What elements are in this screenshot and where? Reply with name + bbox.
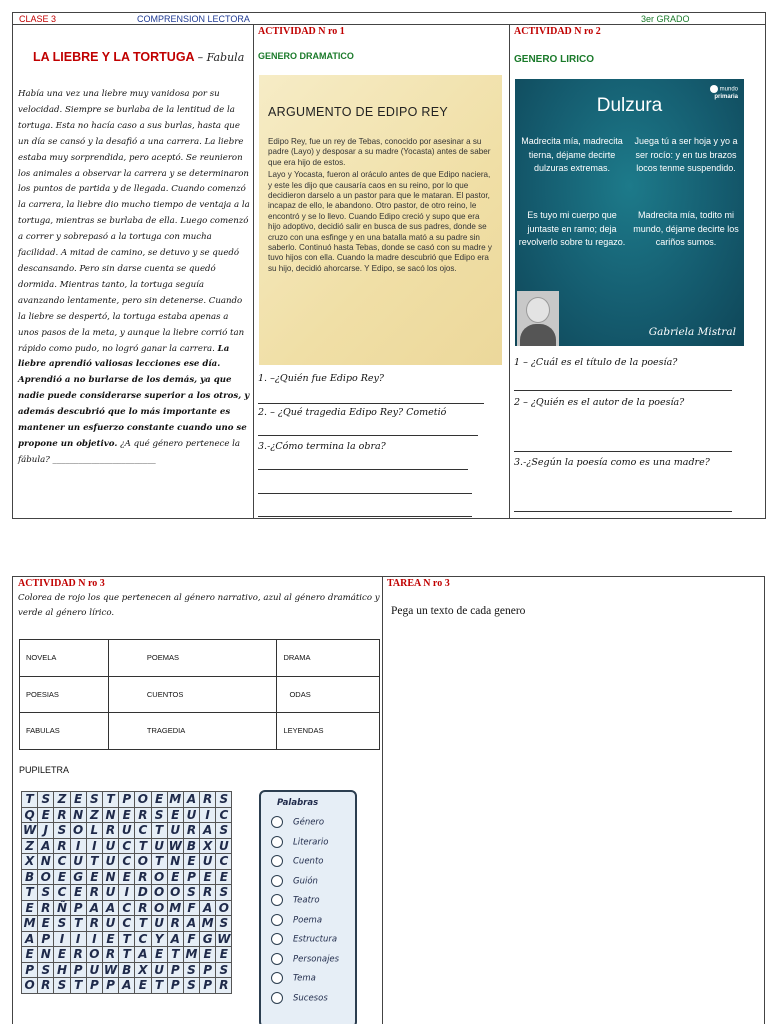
wordsearch-cell[interactable]: G: [200, 931, 216, 947]
wordsearch-cell[interactable]: Z: [54, 792, 70, 808]
bottom-worksheet-table: [12, 576, 765, 1024]
wordsearch-cell[interactable]: S: [151, 807, 167, 823]
genre-cell[interactable]: POEMAS: [108, 640, 277, 677]
wordsearch-cell[interactable]: E: [151, 792, 167, 808]
wordsearch-cell[interactable]: C: [119, 916, 135, 932]
wordsearch-cell[interactable]: P: [86, 978, 102, 994]
checkbox-circle-icon[interactable]: [271, 933, 283, 945]
actividad-1-column: [254, 25, 510, 519]
class-label: CLASE 3: [19, 14, 57, 24]
wordsearch-cell[interactable]: N: [70, 807, 86, 823]
checkbox-circle-icon[interactable]: [271, 972, 283, 984]
edipo-rey-card: [259, 75, 502, 365]
wordsearch-cell[interactable]: A: [22, 931, 38, 947]
word-list-title: Palabras: [277, 798, 319, 808]
answer-line[interactable]: [258, 435, 478, 436]
wordsearch-cell[interactable]: T: [151, 978, 167, 994]
wordsearch-cell[interactable]: O: [151, 900, 167, 916]
wordsearch-cell[interactable]: O: [135, 792, 151, 808]
wordsearch-cell[interactable]: T: [119, 947, 135, 963]
wordsearch-cell[interactable]: O: [151, 885, 167, 901]
wordsearch-cell[interactable]: O: [135, 854, 151, 870]
checkbox-circle-icon[interactable]: [271, 816, 283, 828]
wordsearch-cell[interactable]: R: [102, 823, 118, 839]
wordsearch-cell[interactable]: M: [22, 916, 38, 932]
poem-question-2: 2 – ¿Quién es el autor de la poesía?: [514, 397, 685, 408]
wordsearch-grid: [21, 791, 232, 994]
stanza-3: Es tuyo mi cuerpo que juntaste en ramo; deja revolverlo sobre tu regazo.: [518, 210, 626, 247]
word-label: Personajes: [293, 954, 340, 964]
wordsearch-cell[interactable]: S: [54, 823, 70, 839]
wordsearch-cell[interactable]: Z: [22, 838, 38, 854]
checkbox-circle-icon[interactable]: [271, 953, 283, 965]
answer-line[interactable]: [514, 451, 732, 452]
answer-line[interactable]: [258, 469, 468, 470]
subject-title: COMPRENSION LECTORA: [137, 14, 250, 24]
question-1: 1. –¿Quién fue Edipo Rey?: [258, 373, 385, 384]
wordsearch-cell[interactable]: U: [151, 962, 167, 978]
genre-cell[interactable]: DRAMA: [277, 640, 380, 677]
wordsearch-cell[interactable]: O: [86, 947, 102, 963]
checkbox-circle-icon[interactable]: [271, 875, 283, 887]
wordsearch-row: [22, 792, 232, 808]
wordsearch-cell[interactable]: E: [22, 900, 38, 916]
wordsearch-cell[interactable]: R: [183, 823, 199, 839]
wordsearch-cell[interactable]: E: [119, 869, 135, 885]
checkbox-circle-icon[interactable]: [271, 992, 283, 1004]
logo-icon: [710, 85, 718, 93]
wordsearch-row: [22, 838, 232, 854]
wordsearch-cell[interactable]: Q: [22, 807, 38, 823]
wordsearch-cell[interactable]: C: [216, 854, 232, 870]
wordsearch-cell[interactable]: S: [183, 978, 199, 994]
wordsearch-cell[interactable]: U: [216, 838, 232, 854]
wordsearch-cell[interactable]: O: [22, 978, 38, 994]
wordsearch-cell[interactable]: R: [86, 916, 102, 932]
wordsearch-row: [22, 962, 232, 978]
wordsearch-cell[interactable]: I: [86, 838, 102, 854]
wordsearch-cell[interactable]: E: [200, 869, 216, 885]
wordsearch-row: [22, 900, 232, 916]
wordsearch-cell[interactable]: O: [38, 869, 54, 885]
wordsearch-row: [22, 916, 232, 932]
word-list-item: [271, 953, 339, 967]
wordsearch-cell[interactable]: S: [216, 962, 232, 978]
answer-line[interactable]: [258, 493, 472, 494]
poem-title: Dulzura: [596, 95, 663, 116]
wordsearch-cell[interactable]: A: [102, 900, 118, 916]
wordsearch-cell[interactable]: U: [102, 916, 118, 932]
wordsearch-cell[interactable]: Z: [86, 807, 102, 823]
wordsearch-cell[interactable]: I: [70, 931, 86, 947]
wordsearch-cell[interactable]: N: [167, 854, 183, 870]
wordsearch-cell[interactable]: P: [38, 931, 54, 947]
wordsearch-cell[interactable]: P: [200, 978, 216, 994]
wordsearch-cell[interactable]: N: [102, 807, 118, 823]
wordsearch-cell[interactable]: X: [135, 962, 151, 978]
wordsearch-cell[interactable]: W: [103, 962, 118, 977]
tarea-title: TAREA N ro 3: [387, 578, 450, 589]
wordsearch-cell[interactable]: O: [216, 900, 232, 916]
wordsearch-cell[interactable]: E: [151, 947, 167, 963]
edipo-text: Edipo Rey, fue un rey de Tebas, conocido por asesinar a su padre (Layo) y desposar a su madre (Yocasta) antes de saber que era hijo de estos. Layo y Yocasta, fueron al oráculo antes de que Edipo naciera, y este les dijo que causaría caos en su reino, por lo que decidieron darselo a un pastor para que le mataran. El pastor, incapaz de ello, le abandono. Otro pastor, de otro reino, le encontró y se lo llevo. Cuando Edipo creció y supo que era hijo adoptivo, decidió salir en busca de sus padres, donde se cruzo con una esfinge y en una batalla mató a su padre sin saberlo. Continuó hasta Tebas, donde se casó con su madre y tuvo hijos con ella. Cuando la madre descubrió que Edipo era su hijo, decidió ahorcarse. Y Edipo, se sacó los ojos.: [268, 137, 492, 273]
wordsearch-cell[interactable]: P: [167, 962, 183, 978]
wordsearch-cell[interactable]: S: [183, 962, 199, 978]
wordsearch-cell[interactable]: E: [119, 807, 135, 823]
wordsearch-row: [22, 823, 232, 839]
wordsearch-cell[interactable]: E: [167, 807, 183, 823]
wordsearch-cell[interactable]: D: [135, 885, 151, 901]
wordsearch-cell[interactable]: E: [38, 807, 54, 823]
genero-dramatico-label: GENERO DRAMATICO: [258, 51, 354, 61]
wordsearch-cell[interactable]: C: [54, 885, 70, 901]
wordsearch-cell[interactable]: W: [217, 931, 231, 946]
top-worksheet-table: [12, 12, 766, 519]
wordsearch-cell[interactable]: E: [216, 869, 232, 885]
fable-title: LA LIEBRE Y LA TORTUGA – Fabula: [33, 50, 245, 64]
genre-cell[interactable]: CUENTOS: [108, 676, 277, 713]
wordsearch-cell[interactable]: E: [70, 885, 86, 901]
answer-line[interactable]: [514, 390, 732, 391]
actividad-3-column: [13, 577, 383, 1024]
wordsearch-cell[interactable]: R: [54, 807, 70, 823]
wordsearch-cell[interactable]: E: [200, 947, 216, 963]
wordsearch-cell[interactable]: T: [135, 838, 151, 854]
wordsearch-cell[interactable]: P: [119, 792, 135, 808]
genre-cell[interactable]: LEYENDAS: [277, 713, 380, 750]
wordsearch-cell[interactable]: I: [54, 931, 70, 947]
wordsearch-cell[interactable]: I: [119, 885, 135, 901]
word-label: Tema: [293, 973, 316, 984]
wordsearch-cell[interactable]: T: [151, 823, 167, 839]
wordsearch-cell[interactable]: U: [86, 962, 102, 978]
wordsearch-cell[interactable]: S: [86, 792, 102, 808]
wordsearch-cell[interactable]: N: [38, 854, 54, 870]
wordsearch-cell[interactable]: T: [135, 916, 151, 932]
wordsearch-cell[interactable]: R: [54, 838, 70, 854]
pupiletra-title: PUPILETRA: [19, 765, 70, 775]
wordsearch-cell[interactable]: E: [54, 869, 70, 885]
mundo-primaria-logo: mundo primaria: [708, 85, 738, 107]
wordsearch-cell[interactable]: E: [167, 869, 183, 885]
wordsearch-cell[interactable]: I: [200, 807, 216, 823]
wordsearch-cell[interactable]: C: [135, 823, 151, 839]
wordsearch-row: [22, 854, 232, 870]
wordsearch-cell[interactable]: X: [22, 854, 38, 870]
wordsearch-cell[interactable]: E: [86, 869, 102, 885]
author-portrait: [517, 291, 559, 346]
edipo-heading: ARGUMENTO DE EDIPO REY: [268, 105, 449, 119]
wordsearch-cell[interactable]: T: [102, 792, 118, 808]
checkbox-circle-icon[interactable]: [271, 894, 283, 906]
answer-line[interactable]: [514, 511, 732, 512]
word-list-item: [271, 992, 328, 1006]
wordsearch-cell[interactable]: R: [135, 900, 151, 916]
word-list-item: [271, 933, 337, 947]
wordsearch-cell[interactable]: P: [200, 962, 216, 978]
wordsearch-cell[interactable]: U: [200, 854, 216, 870]
checkbox-circle-icon[interactable]: [271, 836, 283, 848]
wordsearch-cell[interactable]: A: [86, 900, 102, 916]
wordsearch-cell[interactable]: R: [200, 885, 216, 901]
wordsearch-cell[interactable]: U: [102, 885, 118, 901]
wordsearch-cell[interactable]: U: [183, 807, 199, 823]
wordsearch-cell[interactable]: S: [183, 885, 199, 901]
wordsearch-cell[interactable]: M: [200, 916, 216, 932]
wordsearch-cell[interactable]: E: [216, 947, 232, 963]
wordsearch-cell[interactable]: S: [54, 916, 70, 932]
dulzura-poem-poster: [515, 79, 744, 346]
wordsearch-row: [22, 807, 232, 823]
wordsearch-cell[interactable]: R: [38, 978, 54, 994]
wordsearch-cell[interactable]: R: [135, 869, 151, 885]
wordsearch-cell[interactable]: X: [200, 838, 216, 854]
fable-question[interactable]: ¿A qué género pertenece la fábula? ________________________: [18, 438, 241, 465]
wordsearch-cell[interactable]: O: [167, 885, 183, 901]
wordsearch-cell[interactable]: P: [102, 978, 118, 994]
wordsearch-cell[interactable]: E: [22, 947, 38, 963]
wordsearch-cell[interactable]: E: [70, 792, 86, 808]
word-label: Estructura: [293, 934, 338, 945]
wordsearch-cell[interactable]: F: [183, 931, 199, 947]
wordsearch-cell[interactable]: G: [70, 869, 86, 885]
wordsearch-cell[interactable]: T: [167, 947, 183, 963]
wordsearch-cell[interactable]: S: [216, 823, 232, 839]
wordsearch-cell[interactable]: E: [183, 854, 199, 870]
wordsearch-cell[interactable]: C: [119, 838, 135, 854]
word-list-item: [271, 914, 322, 928]
wordsearch-cell[interactable]: R: [167, 916, 183, 932]
wordsearch-cell[interactable]: U: [70, 854, 86, 870]
wordsearch-cell[interactable]: E: [54, 947, 70, 963]
genre-grid: [19, 639, 380, 750]
wordsearch-cell[interactable]: S: [38, 792, 54, 808]
wordsearch-cell[interactable]: H: [54, 962, 70, 978]
worksheet-header: [13, 13, 765, 25]
checkbox-circle-icon[interactable]: [271, 914, 283, 926]
word-label: Género: [293, 817, 325, 828]
wordsearch-cell[interactable]: M: [167, 900, 183, 916]
tarea-instructions: Pega un texto de cada genero: [391, 605, 526, 617]
wordsearch-cell[interactable]: T: [22, 885, 38, 901]
wordsearch-row: [22, 931, 232, 947]
wordsearch-cell[interactable]: U: [102, 854, 118, 870]
word-list-item: [271, 836, 328, 850]
fable-column: [13, 25, 254, 519]
genre-cell[interactable]: FABULAS: [20, 713, 109, 750]
wordsearch-cell[interactable]: S: [216, 916, 232, 932]
wordsearch-cell[interactable]: P: [183, 869, 199, 885]
actividad-3-title: ACTIVIDAD N ro 3: [18, 578, 105, 589]
wordsearch-cell[interactable]: N: [38, 947, 54, 963]
wordsearch-cell[interactable]: T: [22, 792, 38, 808]
wordsearch-cell[interactable]: C: [54, 854, 70, 870]
wordsearch-cell[interactable]: S: [38, 962, 54, 978]
wordsearch-cell[interactable]: S: [38, 885, 54, 901]
word-list-box: [259, 790, 357, 1024]
wordsearch-cell[interactable]: T: [70, 916, 86, 932]
wordsearch-cell[interactable]: J: [38, 823, 54, 839]
answer-line[interactable]: [258, 516, 472, 517]
grade-label: 3er GRADO: [641, 14, 690, 24]
wordsearch-cell[interactable]: S: [216, 885, 232, 901]
poem-question-1: 1 – ¿Cuál es el título de la poesía?: [514, 357, 678, 368]
wordsearch-cell[interactable]: N: [102, 869, 118, 885]
wordsearch-cell[interactable]: E: [38, 916, 54, 932]
word-label: Guión: [293, 876, 318, 886]
wordsearch-cell[interactable]: A: [119, 978, 135, 994]
word-list-item: [271, 875, 318, 889]
wordsearch-row: [22, 885, 232, 901]
wordsearch-cell[interactable]: U: [151, 916, 167, 932]
wordsearch-cell[interactable]: U: [119, 823, 135, 839]
author-signature: Gabriela Mistral: [648, 326, 736, 338]
genre-cell[interactable]: ODAS: [277, 676, 380, 713]
wordsearch-row: [22, 869, 232, 885]
wordsearch-cell[interactable]: A: [183, 792, 199, 808]
wordsearch-cell[interactable]: T: [119, 931, 135, 947]
poem-question-3: 3.-¿Según la poesía como es una madre?: [514, 457, 710, 468]
wordsearch-cell[interactable]: P: [22, 962, 38, 978]
word-label: Sucesos: [293, 993, 328, 1003]
wordsearch-cell[interactable]: A: [183, 916, 199, 932]
wordsearch-cell[interactable]: W: [22, 823, 37, 838]
wordsearch-cell[interactable]: C: [119, 900, 135, 916]
actividad-2-title: ACTIVIDAD N ro 2: [514, 26, 601, 37]
wordsearch-cell[interactable]: C: [135, 931, 151, 947]
word-list-item: [271, 972, 316, 986]
word-list-item: [271, 855, 323, 869]
wordsearch-cell[interactable]: B: [22, 869, 38, 885]
wordsearch-cell[interactable]: I: [86, 931, 102, 947]
word-list-item: [271, 816, 324, 830]
wordsearch-cell[interactable]: Ñ: [54, 900, 70, 916]
wordsearch-cell[interactable]: R: [86, 885, 102, 901]
wordsearch-cell[interactable]: R: [200, 792, 216, 808]
genre-cell[interactable]: POESIAS: [20, 676, 109, 713]
wordsearch-cell[interactable]: U: [167, 823, 183, 839]
wordsearch-cell[interactable]: U: [151, 838, 167, 854]
wordsearch-cell[interactable]: R: [102, 947, 118, 963]
answer-line[interactable]: [258, 403, 484, 404]
genre-cell[interactable]: TRAGEDIA: [108, 713, 277, 750]
tarea-column: [383, 577, 766, 1024]
wordsearch-cell[interactable]: A: [38, 838, 54, 854]
fable-text: Había una vez una liebre muy vanidosa por su velocidad. Siempre se burlaba de la lentitud de la tortuga. Esta no hacía caso a sus burlas, hasta que un día se cansó y la desafió a una carrera. La liebre estaba muy sorprendida, pero aceptó. Se reunieron los animales a observar la carrera y se determinaron los puntos de partida y de llegada. Cuando comenzó la carrera, la liebre dio mucho tiempo de ventaja a la tortuga, mientras se burlaba de ella. Luego comenzó a correr y sobrepasó a la tortuga con mucha facilidad. A mitad de camino, se detuvo y se quedó descansando. Pero sin darse cuenta se quedó dormida. Mientras tanto, la tortuga seguía avanzando lentamente, pero sin detenerse. Cuando la liebre se despertó, la tortuga estaba apenas a unos pasos de la meta, y aunque la liebre corrió tan rápido como pudo, no logró ganar la carrera. La liebre aprendió valiosas lecciones ese día. Aprendió a no burlarse de los demás, ya que nadie puede considerarse superior a los otros, y además descubrió que lo más importante es mantener un esfuerzo constante cuando uno se propone un objetivo. ¿A qué género pertenece la fábula? ________________________: [18, 89, 250, 465]
wordsearch-cell[interactable]: Y: [151, 931, 167, 947]
wordsearch-cell[interactable]: A: [167, 931, 183, 947]
wordsearch-cell[interactable]: C: [216, 807, 232, 823]
wordsearch-cell[interactable]: P: [167, 978, 183, 994]
wordsearch-cell[interactable]: O: [70, 823, 86, 839]
wordsearch-cell[interactable]: B: [183, 838, 199, 854]
wordsearch-cell[interactable]: M: [183, 947, 199, 963]
word-label: Teatro: [293, 895, 320, 906]
word-label: Cuento: [293, 856, 324, 867]
wordsearch-cell[interactable]: E: [102, 931, 118, 947]
wordsearch-cell[interactable]: E: [135, 978, 151, 994]
wordsearch-cell[interactable]: M: [167, 792, 183, 808]
actividad-3-instructions: Colorea de rojo los que pertenecen al género narrativo, azul al género dramático y verde al género lírico.: [18, 593, 380, 618]
wordsearch-cell[interactable]: S: [216, 792, 232, 808]
wordsearch-cell[interactable]: T: [70, 978, 86, 994]
wordsearch-cell[interactable]: U: [102, 838, 118, 854]
wordsearch-cell[interactable]: P: [70, 900, 86, 916]
wordsearch-cell[interactable]: A: [135, 947, 151, 963]
wordsearch-cell[interactable]: S: [54, 978, 70, 994]
fable-moral: La liebre aprendió valiosas lecciones ese día. Aprendió a no burlarse de los demás, ya que nadie puede considerarse superior a los otros, y además descubrió que lo más importante es mantener un esfuerzo constante cuando uno se propone un objetivo.: [18, 343, 250, 449]
wordsearch-row: [22, 978, 232, 994]
wordsearch-cell[interactable]: L: [86, 823, 102, 839]
wordsearch-cell[interactable]: R: [216, 978, 232, 994]
checkbox-circle-icon[interactable]: [271, 855, 283, 867]
stanza-1: Madrecita mía, madrecita tierna, déjame decirte dulzuras extremas.: [521, 136, 623, 173]
stanza-2: Juega tú a ser hoja y yo a ser rocío: y en tus brazos locos tenme suspendido.: [634, 136, 738, 173]
question-3: 3.-¿Cómo termina la obra?: [258, 441, 386, 452]
actividad-1-title: ACTIVIDAD N ro 1: [258, 26, 345, 37]
wordsearch-cell[interactable]: P: [70, 962, 86, 978]
wordsearch-cell[interactable]: A: [200, 823, 216, 839]
wordsearch-cell[interactable]: C: [119, 854, 135, 870]
wordsearch-cell[interactable]: O: [151, 869, 167, 885]
question-2: 2. – ¿Qué tragedia Edipo Rey? Cometió: [258, 407, 447, 418]
word-label: Poema: [293, 915, 323, 925]
wordsearch-cell[interactable]: F: [183, 900, 199, 916]
wordsearch-cell[interactable]: R: [135, 807, 151, 823]
word-label: Literario: [293, 837, 329, 847]
wordsearch-cell[interactable]: I: [70, 838, 86, 854]
wordsearch-cell[interactable]: R: [38, 900, 54, 916]
word-list-item: [271, 894, 320, 908]
wordsearch-row: [22, 947, 232, 963]
wordsearch-cell[interactable]: A: [200, 900, 216, 916]
stanza-4: Madrecita mía, todito mi mundo, déjame decirte los cariños sumos.: [633, 210, 739, 247]
wordsearch-cell[interactable]: T: [151, 854, 167, 870]
genero-lirico-label: GENERO LIRICO: [514, 54, 595, 65]
wordsearch-cell[interactable]: W: [168, 838, 182, 853]
wordsearch-cell[interactable]: R: [70, 947, 86, 963]
wordsearch-cell[interactable]: T: [86, 854, 102, 870]
actividad-2-column: [510, 25, 767, 519]
wordsearch-cell[interactable]: B: [119, 962, 135, 978]
genre-cell[interactable]: NOVELA: [20, 640, 109, 677]
